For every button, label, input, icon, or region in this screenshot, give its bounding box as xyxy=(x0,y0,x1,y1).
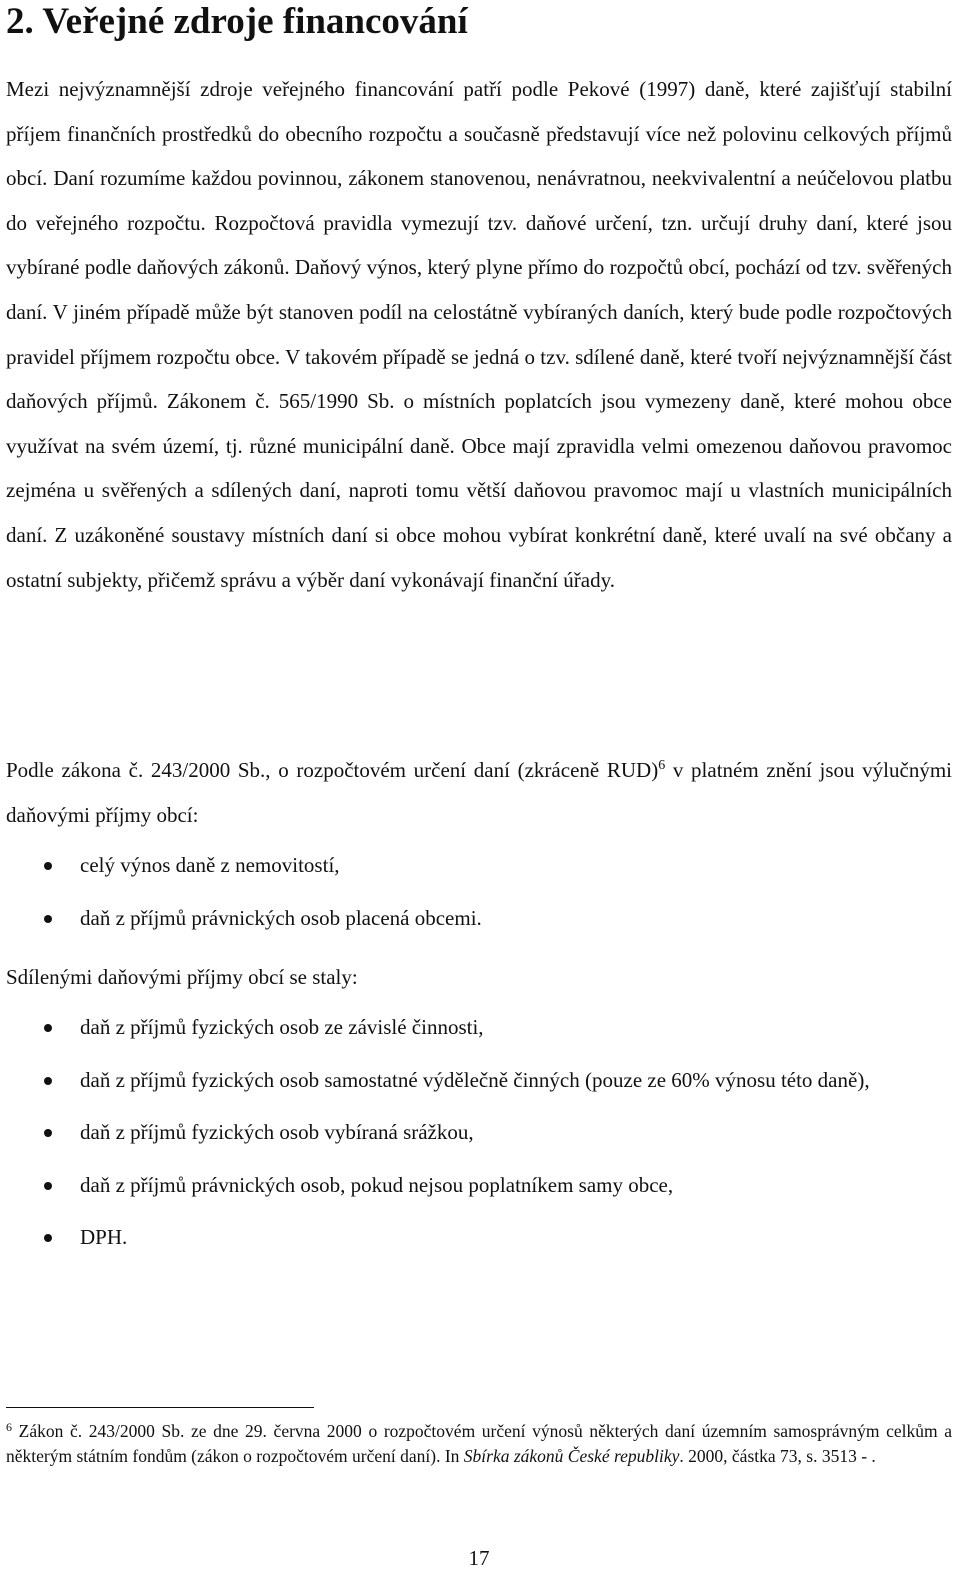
list-item-text: DPH. xyxy=(80,1225,128,1250)
bullet-icon xyxy=(44,1234,52,1242)
list-item xyxy=(6,1110,952,1155)
footnote-text: Zákon č. 243/2000 Sb. ze dne 29. června 2000 o rozpočtovém určení výnosů některých daní územním samosprávným celkům a některým státním fondům (zákon o rozpočtovém určení daní). In xyxy=(6,1421,952,1466)
footnote xyxy=(6,1419,952,1469)
bullet-icon xyxy=(44,1077,52,1085)
paragraph-law-reference xyxy=(6,748,952,837)
footnote-number: 6 xyxy=(6,1420,12,1434)
list-item xyxy=(6,1058,952,1103)
list-item xyxy=(6,896,952,941)
list-item-text: daň z příjmů fyzických osob ze závislé činnosti, xyxy=(80,1015,484,1039)
list-item-text: celý výnos daně z nemovitostí, xyxy=(80,853,340,877)
bullet-icon xyxy=(44,862,52,870)
footnote-reference: 6 xyxy=(658,758,666,773)
exclusive-revenues-list xyxy=(6,843,952,948)
paragraph-shared-intro: Sdílenými daňovými příjmy obcí se staly: xyxy=(6,965,358,989)
paragraph-law-text-continued: v platném znění jsou výlučnými daňovými příjmy obcí: xyxy=(6,758,952,827)
footnote-source-title: Sbírka zákonů České republiky xyxy=(463,1446,680,1466)
bullet-icon xyxy=(44,1024,52,1032)
list-item xyxy=(6,1005,952,1050)
paragraph-law-text: Podle zákona č. 243/2000 Sb., o rozpočtovém určení daní (zkráceně RUD) xyxy=(6,758,659,782)
list-item xyxy=(6,1163,952,1208)
shared-revenues-list xyxy=(6,1005,952,1268)
bullet-icon xyxy=(44,915,52,923)
list-item-text: daň z příjmů fyzických osob samostatné výdělečně činných (pouze ze 60% výnosu této daně), xyxy=(80,1067,870,1092)
footnote-divider xyxy=(6,1407,314,1408)
list-item xyxy=(6,1215,952,1260)
bullet-icon xyxy=(44,1129,52,1137)
list-item xyxy=(6,843,952,888)
list-item-text: daň z příjmů právnických osob placená obcemi. xyxy=(80,905,482,930)
footnote-text-end: . 2000, částka 73, s. 3513 - . xyxy=(679,1446,876,1466)
page-number: 17 xyxy=(468,1546,490,1570)
bullet-icon xyxy=(44,1182,52,1190)
list-item-text: daň z příjmů fyzických osob vybíraná srážkou, xyxy=(80,1120,474,1145)
list-item-text: daň z příjmů právnických osob, pokud nejsou poplatníkem samy obce, xyxy=(80,1172,674,1197)
section-heading: 2. Veřejné zdroje financování xyxy=(6,1,468,42)
paragraph-intro: Mezi nejvýznamnější zdroje veřejného financování patří podle Pekové (1997) daně, které zajišťují stabilní příjem finančních prostředků do obecního rozpočtu a současně představují více než polovinu celkových příjmů obcí. Daní rozumíme každou povinnou, zákonem stanovenou, nenávratnou, neekvivalentní a neúčelovou platbu do veřejného rozpočtu. Rozpočtová pravidla vymezují tzv. daňové určení, tzn. určují druhy daní, které jsou vybírané podle daňových zákonů. Daňový výnos, který plyne přímo do rozpočtů obcí, pochází od tzv. svěřených daní. V jiném případě může být stanoven podíl na celostátně vybíraných daních, který bude podle rozpočtových pravidel příjmem rozpočtu obce. V takovém případě se jedná o tzv. sdílené daně, které tvoří nejvýznamnější část daňových příjmů. Zákonem č. 565/1990 Sb. o místních poplatcích jsou vymezeny daně, které mohou obce využívat na svém území, tj. různé municipální daně. Obce mají zpravidla velmi omezenou daňovou pravomoc zejména u svěřených a sdílených daní, naproti tomu větší daňovou pravomoc mají u vlastních municipálních daní. Z uzákoněné soustavy místních daní si obce mohou vybírat konkrétní daně, které uvalí na své občany a ostatní subjekty, přičemž správu a výběr daní vykonávají finanční úřady. xyxy=(6,77,952,592)
